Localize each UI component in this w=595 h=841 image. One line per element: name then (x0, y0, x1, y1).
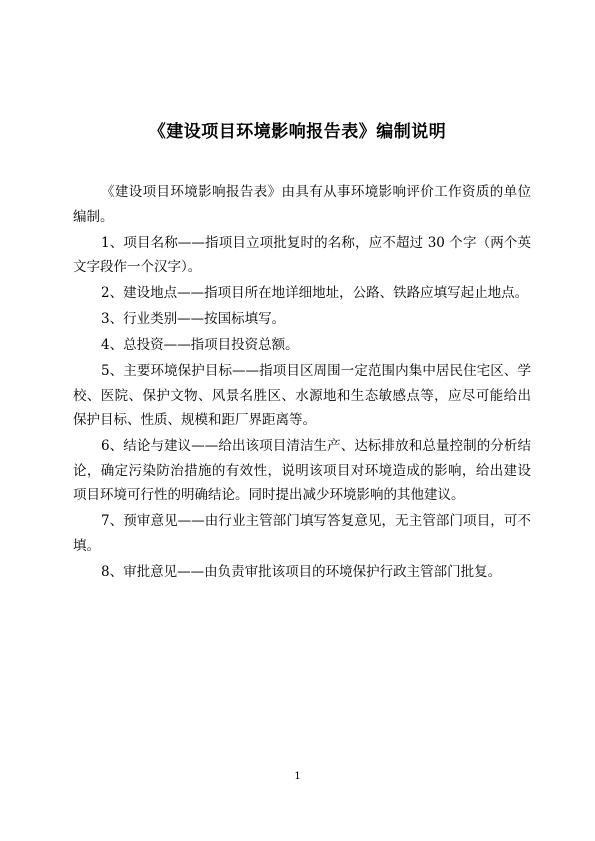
paragraph-item-8: 8、审批意见——由负责审批该项目的环境保护行政主管部门批复。 (101, 563, 502, 580)
paragraph-intro: 《建设项目环境影响报告表》由具有从事环境影响评价工作资质的单位编制。 (73, 184, 531, 225)
document-title: 《建设项目环境影响报告表》编制说明 (148, 122, 447, 142)
paragraph-item-3: 3、行业类别——按国标填写。 (101, 311, 286, 327)
paragraph-item-2: 2、建设地点——指项目所在地详细地址，公路、铁路应填写起止地点。 (101, 285, 529, 301)
document-body (73, 180, 531, 586)
paragraph-item-7: 7、预审意见——由行业主管部门填写答复意见，无主管部门项目，可不填。 (73, 513, 531, 554)
paragraph-item-6: 6、结论与建议——给出该项目清洁生产、达标排放和总量控制的分析结论，确定污染防治措施的有效性，说明该项目对环境造成的影响，给出建设项目环境可行性的明确结论。同时提出减少环境影响的其他建议。 (73, 438, 531, 503)
page-number: 1 (294, 771, 301, 782)
paragraph-item-4: 4、总投资——指项目投资总额。 (101, 337, 299, 353)
paragraph-item-1: 1、项目名称——指项目立项批复时的名称，应不超过 30 个字（两个英文字段作一个汉字）。 (73, 234, 531, 275)
paragraph-item-5: 5、主要环境保护目标——指项目区周围一定范围内集中居民住宅区、学校、医院、保护文物、风景名胜区、水源地和生态敏感点等，应尽可能给出保护目标、性质、规模和距厂界距离等。 (73, 363, 531, 428)
